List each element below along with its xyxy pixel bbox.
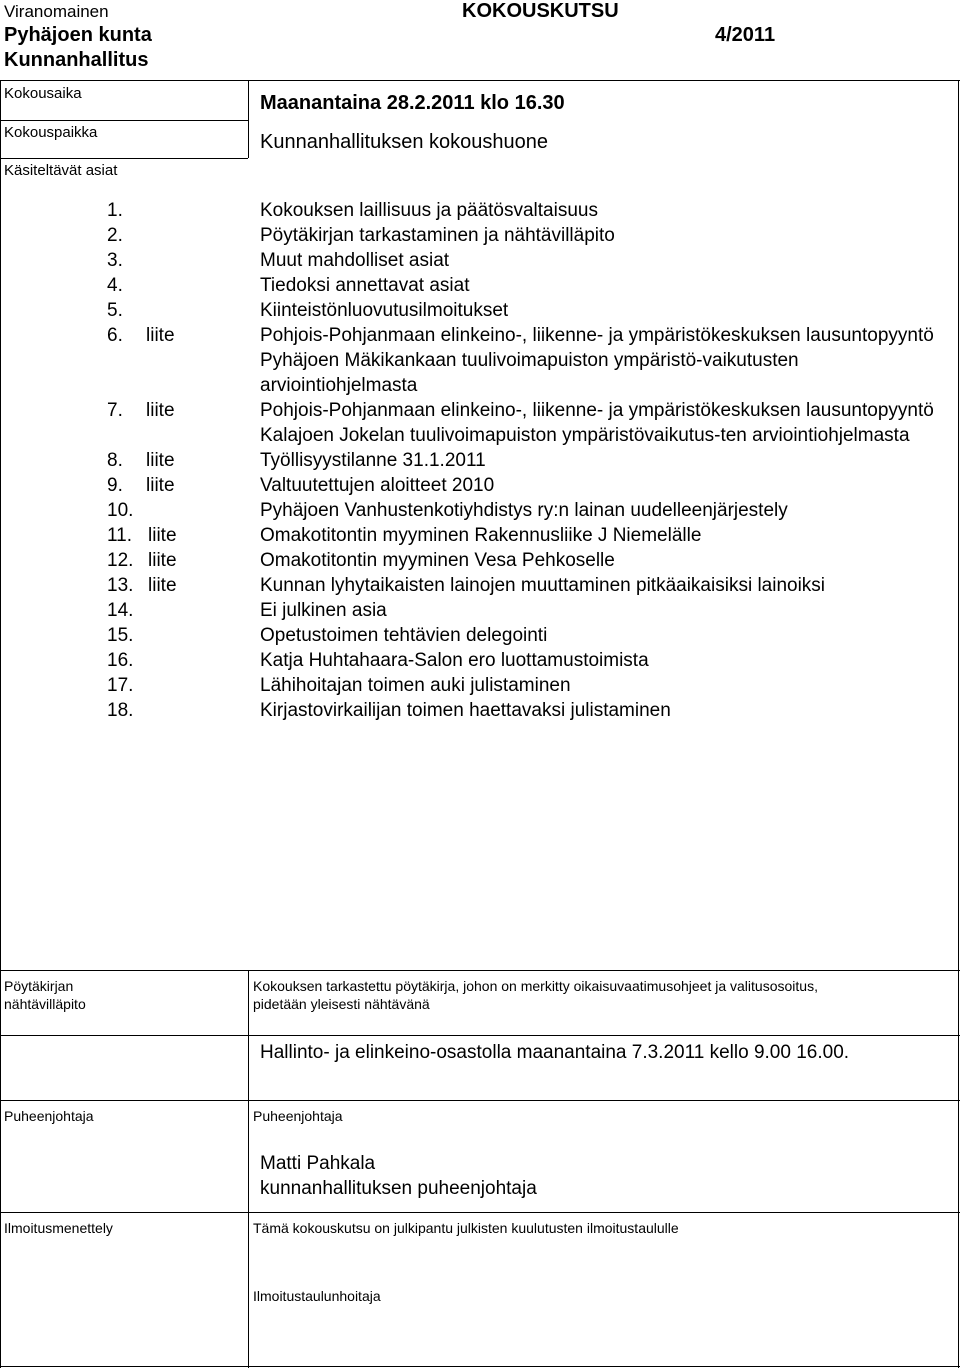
minutes-text-1: Kokouksen tarkastettu pöytäkirja, johon on merkitty oikaisuvaatimusohjeet ja valitusosoitus, — [253, 978, 818, 994]
agenda-item-text: Pöytäkirjan tarkastaminen ja nähtävilläpito — [260, 225, 615, 246]
notice-text: Tämä kokouskutsu on julkipantu julkisten kuulutusten ilmoitustaululle — [253, 1220, 679, 1236]
agenda-item-text: Valtuutettujen aloitteet 2010 — [260, 475, 495, 496]
agenda-item — [0, 448, 960, 473]
agenda-item-text: Kokouksen laillisuus ja päätösvaltaisuus — [260, 200, 598, 221]
agenda-item-number: 13. — [107, 575, 134, 596]
agenda-item-number: 14. — [107, 600, 134, 621]
agenda-item-text: Omakotitontin myyminen Rakennusliike J Niemelälle — [260, 525, 702, 546]
items-label: Käsiteltävät asiat — [4, 162, 118, 179]
row-divider-2 — [0, 158, 248, 159]
minutes-section-top — [0, 970, 960, 971]
agenda-item — [0, 673, 960, 698]
row-divider-1 — [0, 120, 248, 121]
agenda-item — [0, 648, 960, 673]
agenda-item — [0, 223, 960, 248]
agenda-item-text: Pohjois-Pohjanmaan elinkeino-, liikenne- ja ympäristökeskuksen lausuntopyyntö Pyhäjoen Mäkikankaan tuulivoimapuiston ympäristö-vaikutusten arviointiohjelmasta — [260, 325, 934, 396]
chair-name: Matti Pahkala — [260, 1153, 376, 1174]
chair-title: kunnanhallituksen puheenjohtaja — [260, 1178, 537, 1199]
table-top-border — [0, 80, 960, 81]
agenda-item — [0, 198, 960, 223]
agenda-item — [0, 273, 960, 298]
agenda-item — [0, 248, 960, 273]
agenda-item — [0, 573, 960, 598]
minutes-label-1: Pöytäkirjan — [4, 978, 74, 994]
meeting-time-value: Maanantaina 28.2.2011 klo 16.30 — [260, 92, 565, 114]
agenda-item-text: Pyhäjoen Vanhustenkotiyhdistys ry:n lainan uudelleenjärjestely — [260, 500, 788, 521]
agenda-item-number: 17. — [107, 675, 134, 696]
agenda-item-text: Kirjastovirkailijan toimen haettavaksi julistaminen — [260, 700, 671, 721]
authority-label: Viranomainen — [4, 2, 109, 21]
agenda-item-number: 12. — [107, 550, 134, 571]
agenda-item-text: Katja Huhtahaara-Salon ero luottamustoimista — [260, 650, 649, 671]
agenda-item — [0, 598, 960, 623]
table-bottom-border — [0, 1366, 960, 1367]
agenda-item-number: 8. — [107, 450, 123, 471]
agenda-item-number: 2. — [107, 225, 123, 246]
chair-heading: Puheenjohtaja — [253, 1108, 343, 1124]
minutes-where-when: Hallinto- ja elinkeino-osastolla maanantaina 7.3.2011 kello 9.00 16.00. — [260, 1042, 850, 1063]
agenda-item-text: Muut mahdolliset asiat — [260, 250, 450, 271]
agenda-item-text: Kiinteistönluovutusilmoitukset — [260, 300, 509, 321]
table-mid-divider — [248, 80, 249, 120]
agenda-item-attachment: liite — [146, 475, 175, 496]
notice-label: Ilmoitusmenettely — [4, 1220, 113, 1236]
agenda-item — [0, 548, 960, 573]
agenda-list — [0, 198, 960, 723]
table-mid-divider-2 — [248, 120, 249, 158]
agenda-item-attachment: liite — [146, 450, 175, 471]
agenda-item-number: 15. — [107, 625, 134, 646]
bottom-left-border — [0, 970, 1, 1368]
agenda-item-number: 3. — [107, 250, 123, 271]
doc-number: 4/2011 — [715, 24, 776, 46]
agenda-item-attachment: liite — [146, 325, 175, 346]
agenda-item — [0, 398, 960, 448]
agenda-item-number: 1. — [107, 200, 123, 221]
agenda-item-text: Tiedoksi annettavat asiat — [260, 275, 470, 296]
doc-type: KOKOUSKUTSU — [462, 0, 619, 22]
agenda-item-text: Kunnan lyhytaikaisten lainojen muuttaminen pitkäaikaisiksi lainoiksi — [260, 575, 826, 596]
agenda-item-text: Omakotitontin myyminen Vesa Pehkoselle — [260, 550, 615, 571]
agenda-item — [0, 623, 960, 648]
minutes-text-2: pidetään yleisesti nähtävänä — [253, 996, 430, 1012]
meeting-place-value: Kunnanhallituksen kokoushuone — [260, 131, 548, 153]
minutes-label-2: nähtävilläpito — [4, 996, 86, 1012]
notice-top-border — [0, 1212, 960, 1213]
agenda-item — [0, 698, 960, 723]
agenda-item-text: Pohjois-Pohjanmaan elinkeino-, liikenne- ja ympäristökeskuksen lausuntopyyntö Kalajoen Jokelan tuulivoimapuiston ympäristövaikutus-ten arviointiohjelmasta — [260, 400, 934, 446]
agenda-item-number: 9. — [107, 475, 123, 496]
agenda-item — [0, 323, 960, 398]
agenda-item-attachment: liite — [146, 400, 175, 421]
agenda-item-text: Lähihoitajan toimen auki julistaminen — [260, 675, 571, 696]
agenda-item-number: 5. — [107, 300, 123, 321]
agenda-item-number: 10. — [107, 500, 134, 521]
meeting-time-label: Kokousaika — [4, 85, 82, 102]
agenda-item-attachment: liite — [148, 575, 177, 596]
agenda-item-number: 11. — [107, 525, 133, 546]
agenda-item-text: Opetustoimen tehtävien delegointi — [260, 625, 548, 646]
municipality: Pyhäjoen kunta — [4, 24, 152, 46]
agenda-item-attachment: liite — [148, 525, 177, 546]
agenda-item-number: 4. — [107, 275, 123, 296]
agenda-item-number: 18. — [107, 700, 134, 721]
agenda-item-number: 7. — [107, 400, 123, 421]
agenda-item-text: Työllisyystilanne 31.1.2011 — [260, 450, 486, 471]
agenda-item-text: Ei julkinen asia — [260, 600, 387, 621]
governing-body: Kunnanhallitus — [4, 49, 149, 71]
bottom-mid-divider — [248, 970, 249, 1368]
notice-keeper: Ilmoitustaulunhoitaja — [253, 1288, 381, 1304]
chair-top-border — [0, 1100, 960, 1101]
agenda-item-attachment: liite — [148, 550, 177, 571]
agenda-item — [0, 473, 960, 498]
chair-label: Puheenjohtaja — [4, 1108, 94, 1124]
meeting-place-label: Kokouspaikka — [4, 124, 98, 141]
agenda-item-number: 6. — [107, 325, 123, 346]
agenda-item — [0, 523, 960, 548]
agenda-item — [0, 298, 960, 323]
agenda-item — [0, 498, 960, 523]
minutes-top-border — [0, 1035, 960, 1036]
agenda-item-number: 16. — [107, 650, 134, 671]
